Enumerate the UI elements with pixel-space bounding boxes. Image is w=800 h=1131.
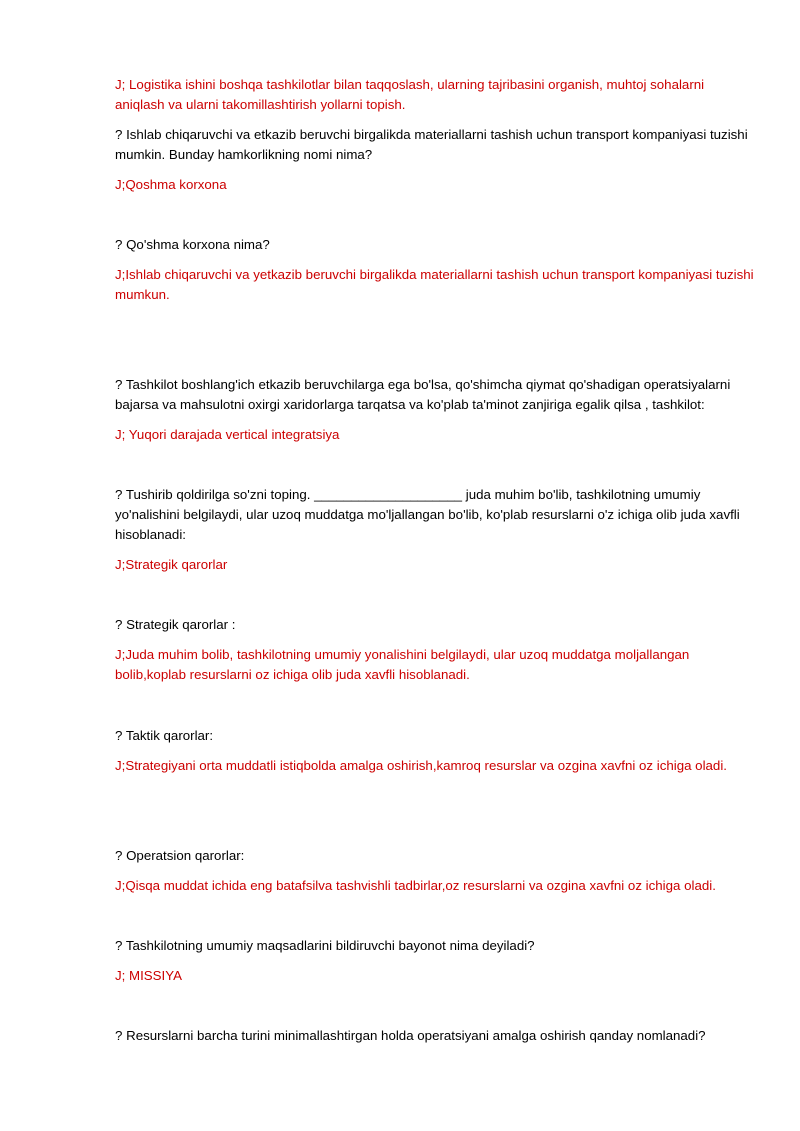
question-text: ? Taktik qarorlar: [115, 728, 214, 743]
answer-text: J; Yuqori darajada vertical integratsiya [115, 427, 340, 442]
answer-text: J;Juda muhim bolib, tashkilotning umumiy yonalishini belgilaydi, ular uzoq muddatga moljallangan bolib,koplab resurslarni oz ichiga olib juda xavfli hisoblanadi. [115, 647, 690, 682]
answer-text: J;Strategiyani orta muddatli istiqbolda amalga oshirish,kamroq resurslar va ozgina xavfni oz ichiga oladi. [115, 758, 727, 773]
question-text: ? Operatsion qarorlar: [115, 848, 245, 863]
question-text: ? Tashkilotning umumiy maqsadlarini bildiruvchi bayonot nima deyiladi? [115, 938, 535, 953]
question-text: ? Strategik qarorlar : [115, 617, 236, 632]
question-text: ? Tashkilot boshlang'ich etkazib beruvchilarga ega bo'lsa, qo'shimcha qiymat qo'shadigan operatsiyalarni bajarsa va mahsulotni oxirgi xaridorlarga tarqatsa va ko'plab ta'minot zanjiriga egalik qilsa , tashkilot: [115, 377, 731, 412]
question-text: ? Resurslarni barcha turini minimallashtirgan holda operatsiyani amalga oshirish qanday nomlanadi? [115, 1028, 706, 1043]
answer-text: J; MISSIYA [115, 968, 182, 983]
question-text: ? Qo'shma korxona nima? [115, 237, 270, 252]
answer-text: J;Qoshma korxona [115, 177, 227, 192]
answer-text: J;Qisqa muddat ichida eng batafsilva tashvishli tadbirlar,oz resurslarni va ozgina xavfni oz ichiga oladi. [115, 878, 716, 893]
question-text: ? Tushirib qoldirilga so'zni toping. ____________________ juda muhim bo'lib, tashkilotning umumiy yo'nalishini belgilaydi, ular uzoq muddatga mo'ljallangan bo'lib, ko'plab resurslarni o'z ichiga olib juda xavfli hisoblanadi: [115, 487, 740, 542]
answer-text: J;Strategik qarorlar [115, 557, 228, 572]
question-text: ? Ishlab chiqaruvchi va etkazib beruvchi birgalikda materiallarni tashish uchun transport kompaniyasi tuzishi mumkin. Bunday hamkorlikning nomi nima? [115, 127, 748, 162]
answer-text: J; Logistika ishini boshqa tashkilotlar bilan taqqoslash, ularning tajribasini organish, muhtoj sohalarni aniqlash va ularni takomillashtirish yollarni topish. [115, 77, 705, 112]
answer-text: J;Ishlab chiqaruvchi va yetkazib beruvchi birgalikda materiallarni tashish uchun transport kompaniyasi tuzishi mumkun. [115, 267, 754, 302]
